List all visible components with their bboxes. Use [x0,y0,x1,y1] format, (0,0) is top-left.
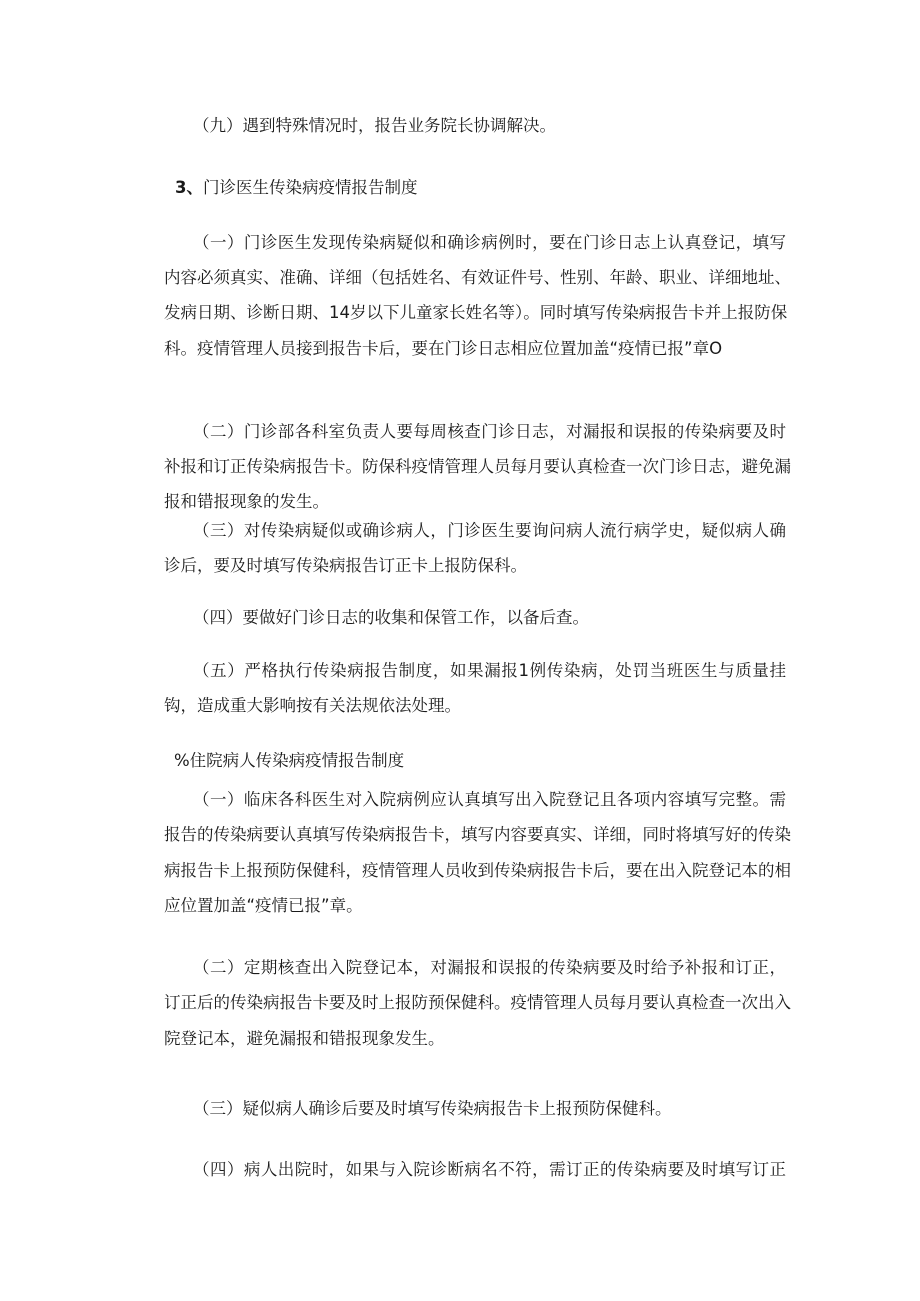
section-3-number: 3、 [175,178,203,197]
a5-line-1: （五）严格执行传染病报告制度，如果漏报1例传染病，处罚当班医生与质量挂 [193,661,786,680]
a1-line-2: 内容必须真实、准确、详细（包括姓名、有效证件号、性别、年龄、职业、详细地址、 [164,268,791,287]
a3-line-2: 诊后，要及时填写传染病报告订正卡上报防保科。 [164,556,527,575]
b2-line-1: （二）定期核查出入院登记本，对漏报和误报的传染病要及时给予补报和订正， [193,958,786,977]
b1-line-4: 应位置加盖“疫情已报”章。 [164,896,363,915]
a2-line-3: 报和错报现象的发生。 [164,492,329,511]
a2-line-1: （二）门诊部各科室负责人要每周核查门诊日志，对漏报和误报的传染病要及时 [193,422,786,441]
section-3-heading [0,176,920,200]
b1-line-2: 报告的传染病要认真填写传染病报告卡，填写内容要真实、详细，同时将填写好的传染 [164,825,791,844]
a1-line-4: 科。疫情管理人员接到报告卡后，要在门诊日志相应位置加盖“疫情已报”章O [164,339,723,358]
a5-line-2: 钩，造成重大影响按有关法规依法处理。 [164,696,461,715]
a2-line-2: 补报和订正传染病报告卡。防保科疫情管理人员每月要认真检查一次门诊日志，避免漏 [164,457,791,476]
section-4-heading: %住院病人传染病疫情报告制度 [174,751,405,770]
b2-line-2: 订正后的传染病报告卡要及时上报防预保健科。疫情管理人员每月要认真检查一次出入 [164,993,791,1012]
b2-line-3: 院登记本，避免漏报和错报现象发生。 [164,1029,445,1048]
a1-line-3: 发病日期、诊断日期、14岁以下儿童家长姓名等）。同时填写传染病报告卡并上报防保 [164,303,788,322]
a1-line-1: （一）门诊医生发现传染病疑似和确诊病例时，要在门诊日志上认真登记，填写 [193,233,786,252]
b4-line-1: （四）病人出院时，如果与入院诊断病名不符，需订正的传染病要及时填写订正 [193,1160,786,1179]
a4-line-1: （四）要做好门诊日志的收集和保管工作，以备后查。 [193,608,589,627]
b3-line-1: （三）疑似病人确诊后要及时填写传染病报告卡上报预防保健科。 [193,1099,672,1118]
section-3-title: 门诊医生传染病疫情报告制度 [202,178,418,197]
a3-line-1: （三）对传染病疑似或确诊病人，门诊医生要询问病人流行病学史，疑似病人确 [193,521,786,540]
paragraph-9-line-1: （九）遇到特殊情况时，报告业务院长协调解决。 [193,116,556,135]
b1-line-1: （一）临床各科医生对入院病例应认真填写出入院登记且各项内容填写完整。需 [193,790,786,809]
b1-line-3: 病报告卡上报预防保健科，疫情管理人员收到传染病报告卡后，要在出入院登记本的相 [164,861,791,880]
